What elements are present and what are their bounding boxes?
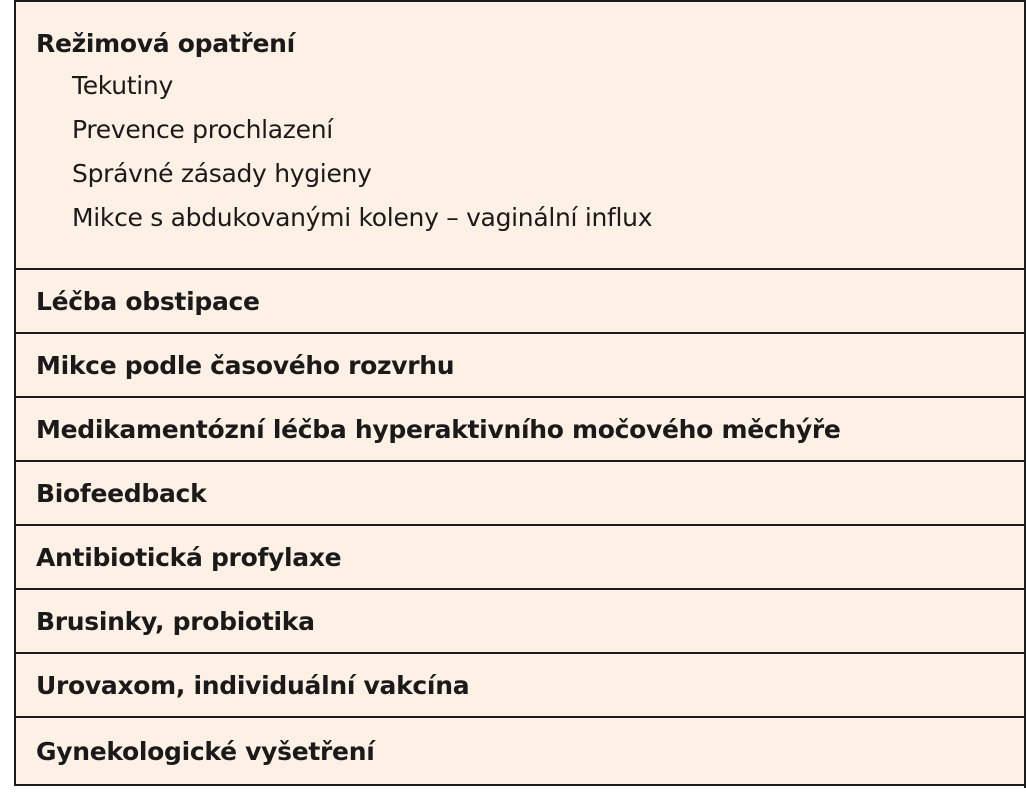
table-row [16, 462, 1024, 526]
table-row [16, 718, 1024, 784]
row-title: Biofeedback [36, 478, 207, 508]
table-row [16, 270, 1024, 334]
row-title: Režimová opatření [36, 29, 295, 58]
row-title: Urovaxom, individuální vakcína [36, 670, 470, 700]
row-title: Antibiotická profylaxe [36, 542, 342, 572]
row-title: Gynekologické vyšetření [36, 736, 375, 766]
row-title: Mikce podle časového rozvrhu [36, 350, 455, 380]
row-title: Medikamentózní léčba hyperaktivního močového měchýře [36, 414, 841, 444]
row-title: Léčba obstipace [36, 286, 260, 316]
table-row [16, 590, 1024, 654]
table-row [16, 654, 1024, 718]
sub-item-micturition-position: Mikce s abdukovanými koleny – vaginální influx [72, 203, 653, 232]
sub-item-hygiene: Správné zásady hygieny [72, 159, 372, 188]
table-row [16, 526, 1024, 590]
row-title: Brusinky, probiotika [36, 606, 315, 636]
table-row [16, 398, 1024, 462]
sub-item-fluids: Tekutiny [72, 71, 173, 100]
table-row [16, 334, 1024, 398]
sub-item-cold-prevention: Prevence prochlazení [72, 115, 333, 144]
recommendation-table [14, 0, 1024, 786]
table-row-regime-measures [16, 2, 1024, 270]
